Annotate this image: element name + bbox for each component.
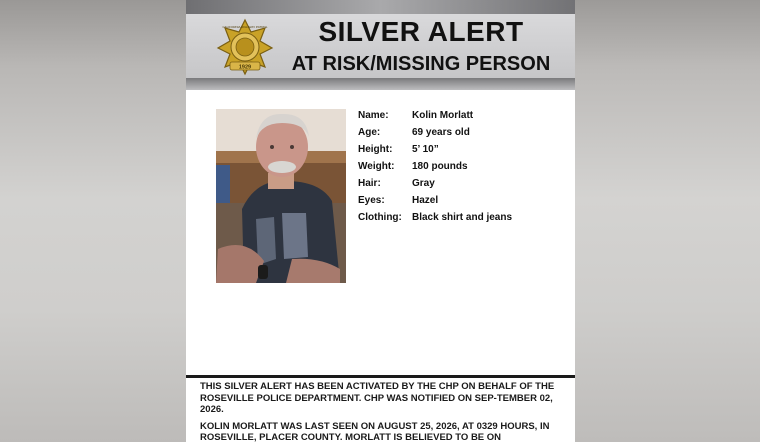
alert-notice bbox=[200, 381, 562, 442]
chp-badge-icon bbox=[216, 18, 274, 76]
detail-row-name bbox=[358, 110, 512, 127]
badge-year: 1929 bbox=[238, 64, 252, 71]
detail-row-hair bbox=[358, 178, 512, 195]
person-details bbox=[358, 110, 512, 229]
detail-row-age bbox=[358, 127, 512, 144]
blurred-background-left bbox=[0, 0, 186, 442]
alert-title: SILVER ALERT bbox=[318, 16, 524, 47]
detail-value: Hazel bbox=[412, 195, 439, 206]
section-divider bbox=[186, 375, 575, 378]
detail-label: Name: bbox=[358, 110, 389, 121]
detail-value: Black shirt and jeans bbox=[412, 212, 513, 223]
notice-paragraph-1: THIS SILVER ALERT HAS BEEN ACTIVATED BY THE CHP ON BEHALF OF THE ROSEVILLE POLICE DEPARTMENT. CHP WAS NOTIFIED ON SEP-TEMBER 02, 2026. bbox=[200, 381, 555, 415]
detail-label: Age: bbox=[358, 127, 381, 138]
alert-subtitle: AT RISK/MISSING PERSON bbox=[291, 53, 551, 75]
detail-row-weight bbox=[358, 161, 512, 178]
detail-label: Weight: bbox=[358, 161, 395, 172]
detail-value: 180 pounds bbox=[412, 161, 468, 172]
silver-alert-flyer bbox=[186, 0, 575, 442]
detail-row-eyes bbox=[358, 195, 512, 212]
badge-top-text: CALIFORNIA HIGHWAY PATROL bbox=[222, 25, 268, 29]
missing-person-photo bbox=[216, 109, 346, 283]
detail-value: Gray bbox=[412, 178, 435, 189]
detail-row-height bbox=[358, 144, 512, 161]
detail-label: Height: bbox=[358, 144, 393, 155]
detail-value: Kolin Morlatt bbox=[412, 110, 474, 121]
header-divider bbox=[186, 78, 575, 90]
detail-label: Hair: bbox=[358, 178, 381, 189]
detail-row-clothing bbox=[358, 212, 512, 229]
top-border-strip bbox=[186, 0, 575, 14]
detail-value: 69 years old bbox=[412, 127, 470, 138]
notice-paragraph-2: KOLIN MORLATT WAS LAST SEEN ON AUGUST 25, 2026, AT 0329 HOURS, IN ROSEVILLE, PLACER COUNTY. MORLATT IS BELIEVED TO BE ON bbox=[200, 420, 550, 442]
blurred-background-right bbox=[575, 0, 760, 442]
detail-label: Eyes: bbox=[358, 195, 385, 206]
detail-label: Clothing: bbox=[358, 212, 402, 223]
detail-value: 5’ 10” bbox=[412, 144, 439, 155]
